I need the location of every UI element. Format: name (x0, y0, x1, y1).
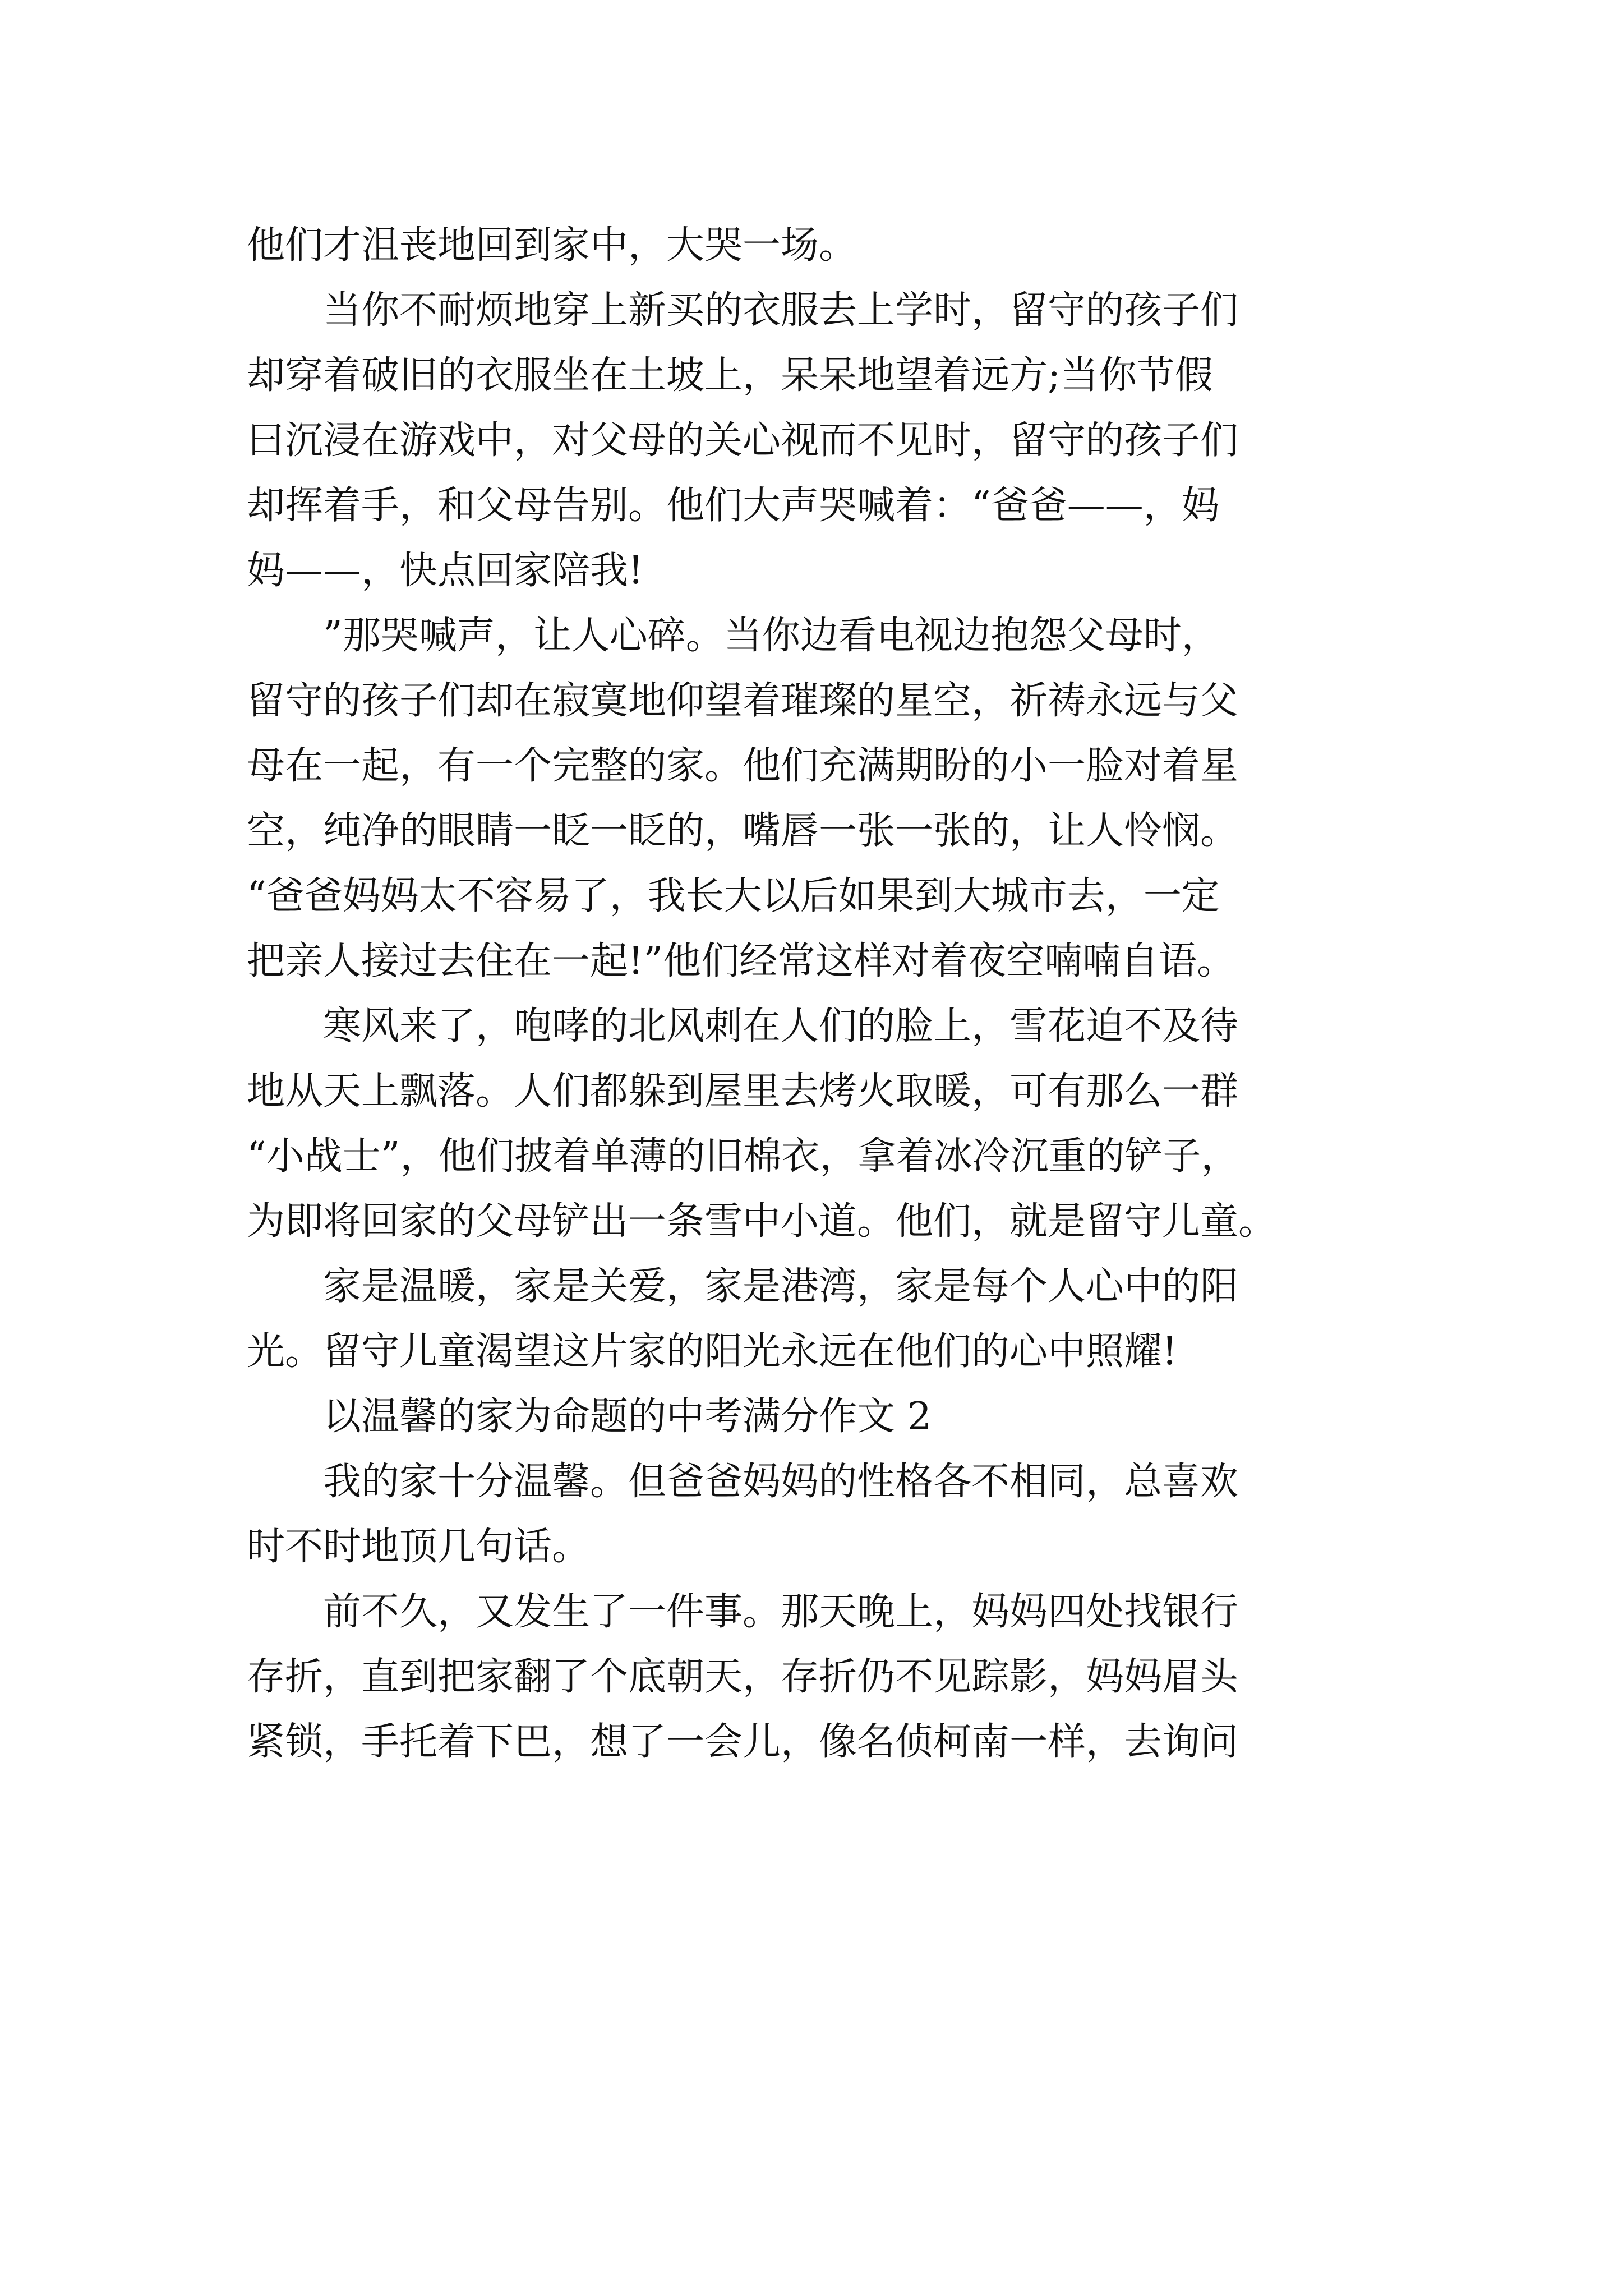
text-line: 家是温暖，家是关爱，家是港湾，家是每个人心中的阳 (323, 1264, 1239, 1309)
text-line: 我的家十分温馨。但爸爸妈妈的性格各不相同，总喜欢 (323, 1460, 1239, 1504)
text-line: 他们才沮丧地回到家中，大哭一场。 (247, 223, 857, 268)
text-line: “爸爸妈妈太不容易了，我长大以后如果到大城市去，一定 (247, 874, 1220, 918)
text-line: 存折，直到把家翻了个底朝天，存折仍不见踪影，妈妈眉头 (247, 1655, 1239, 1699)
text-line: 紧锁，手托着下巴，想了一会儿，像名侦柯南一样，去询问 (247, 1720, 1239, 1764)
text-line: 当你不耐烦地穿上新买的衣服去上学时，留守的孩子们 (323, 288, 1239, 333)
text-line: 为即将回家的父母铲出一条雪中小道。他们，就是留守儿童。 (247, 1199, 1277, 1244)
paragraph-4 (247, 994, 1391, 1254)
text-line: 却穿着破旧的衣服坐在土坡上，呆呆地望着远方;当你节假 (247, 353, 1213, 398)
text-line: 地从天上飘落。人们都躲到屋里去烤火取暖，可有那么一群 (247, 1069, 1239, 1114)
text-line: ”那哭喊声，让人心碎。当你边看电视边抱怨父母时， (323, 614, 1220, 658)
text-line: 把亲人接过去住在一起!”他们经常这样对着夜空喃喃自语。 (247, 939, 1235, 983)
section-title (247, 1384, 1391, 1450)
text-line: 留守的孩子们却在寂寞地仰望着璀璨的星空，祈祷永远与父 (247, 679, 1239, 723)
text-line: “小战士”，他们披着单薄的旧棉衣，拿着冰冷沉重的铲子， (247, 1134, 1239, 1179)
paragraph-5 (247, 1254, 1391, 1384)
document-page (247, 213, 1391, 1775)
text-line: 空，纯净的眼睛一眨一眨的，嘴唇一张一张的，让人怜悯。 (247, 809, 1239, 853)
text-line: 寒风来了，咆哮的北风刺在人们的脸上，雪花迫不及待 (323, 1004, 1239, 1048)
text-line: 光。留守儿童渴望这片家的阳光永远在他们的心中照耀! (247, 1329, 1178, 1374)
text-line: 时不时地顶几句话。 (247, 1525, 591, 1569)
paragraph-8 (247, 1580, 1391, 1775)
paragraph-7 (247, 1450, 1391, 1580)
section-title-text: 以温馨的家为命题的中考满分作文 2 (323, 1395, 932, 1439)
text-line: 曰沉浸在游戏中，对父母的关心视而不见时，留守的孩子们 (247, 418, 1239, 463)
paragraph-3 (247, 604, 1391, 994)
text-line: 妈——，快点回家陪我! (247, 549, 644, 593)
paragraph-1 (247, 213, 1391, 278)
text-line: 母在一起，有一个完整的家。他们充满期盼的小一脸对着星 (247, 744, 1239, 788)
paragraph-2 (247, 278, 1391, 604)
text-line: 却挥着手，和父母告别。他们大声哭喊着：“爸爸——，妈 (247, 484, 1220, 528)
text-line: 前不久，又发生了一件事。那天晚上，妈妈四处找银行 (323, 1590, 1239, 1634)
